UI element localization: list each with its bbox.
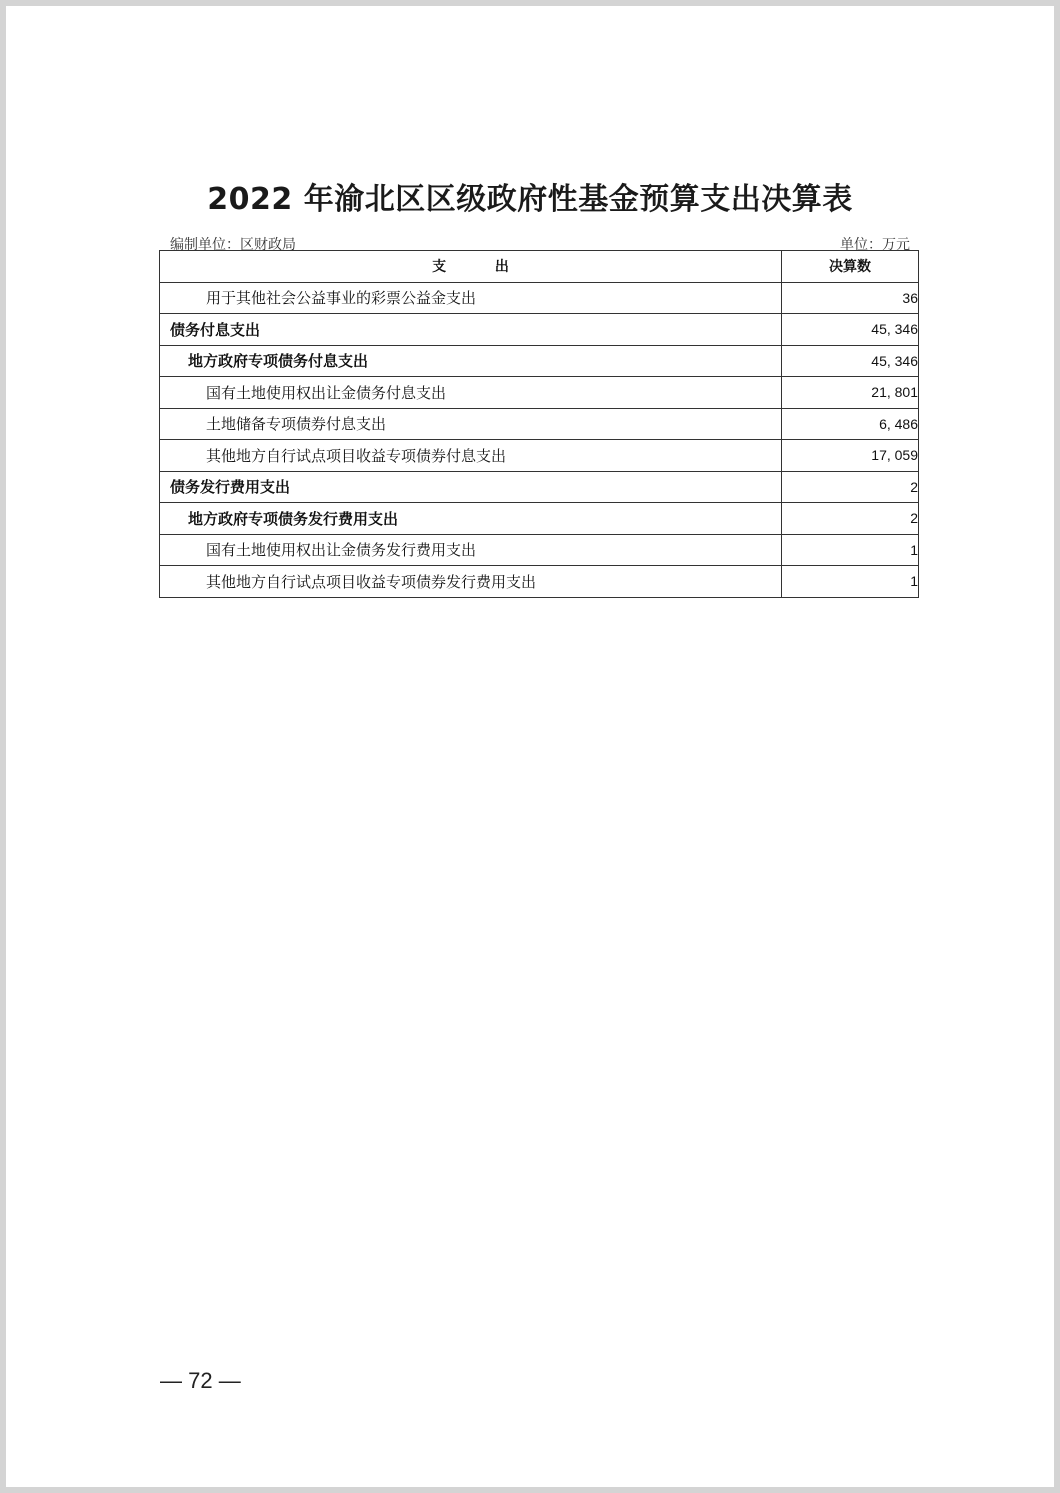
row-amount: 1 — [782, 534, 919, 566]
table-row — [160, 566, 919, 598]
header-amount: 决算数 — [782, 251, 919, 283]
row-label: 国有土地使用权出让金债务付息支出 — [160, 377, 782, 409]
row-amount: 1 — [782, 566, 919, 598]
row-amount: 2 — [782, 503, 919, 535]
table-row — [160, 503, 919, 535]
table-row — [160, 440, 919, 472]
table-row — [160, 408, 919, 440]
table-row — [160, 534, 919, 566]
row-amount: 45, 346 — [782, 314, 919, 346]
expenditure-table — [159, 250, 919, 598]
row-amount: 6, 486 — [782, 408, 919, 440]
row-label: 地方政府专项债务付息支出 — [160, 345, 782, 377]
table-row — [160, 345, 919, 377]
row-label: 债务付息支出 — [160, 314, 782, 346]
row-amount: 17, 059 — [782, 440, 919, 472]
row-amount: 36 — [782, 282, 919, 314]
row-label: 土地储备专项债券付息支出 — [160, 408, 782, 440]
row-label: 地方政府专项债务发行费用支出 — [160, 503, 782, 535]
table-row — [160, 282, 919, 314]
row-label: 其他地方自行试点项目收益专项债券付息支出 — [160, 440, 782, 472]
header-expense: 支 出 — [160, 251, 782, 283]
currency-unit: 单位：万元 — [840, 237, 910, 253]
page-number: — 72 — — [160, 1368, 241, 1393]
compiling-unit: 编制单位：区财政局 — [170, 237, 296, 253]
table-row — [160, 471, 919, 503]
row-amount: 21, 801 — [782, 377, 919, 409]
row-label: 国有土地使用权出让金债务发行费用支出 — [160, 534, 782, 566]
table-header-row — [160, 251, 919, 283]
row-amount: 2 — [782, 471, 919, 503]
row-label: 用于其他社会公益事业的彩票公益金支出 — [160, 282, 782, 314]
row-amount: 45, 346 — [782, 345, 919, 377]
page-title: 2022 年渝北区区级政府性基金预算支出决算表 — [207, 182, 853, 217]
row-label: 其他地方自行试点项目收益专项债券发行费用支出 — [160, 566, 782, 598]
table-row — [160, 377, 919, 409]
table-row — [160, 314, 919, 346]
row-label: 债务发行费用支出 — [160, 471, 782, 503]
document-page — [6, 6, 1054, 1487]
